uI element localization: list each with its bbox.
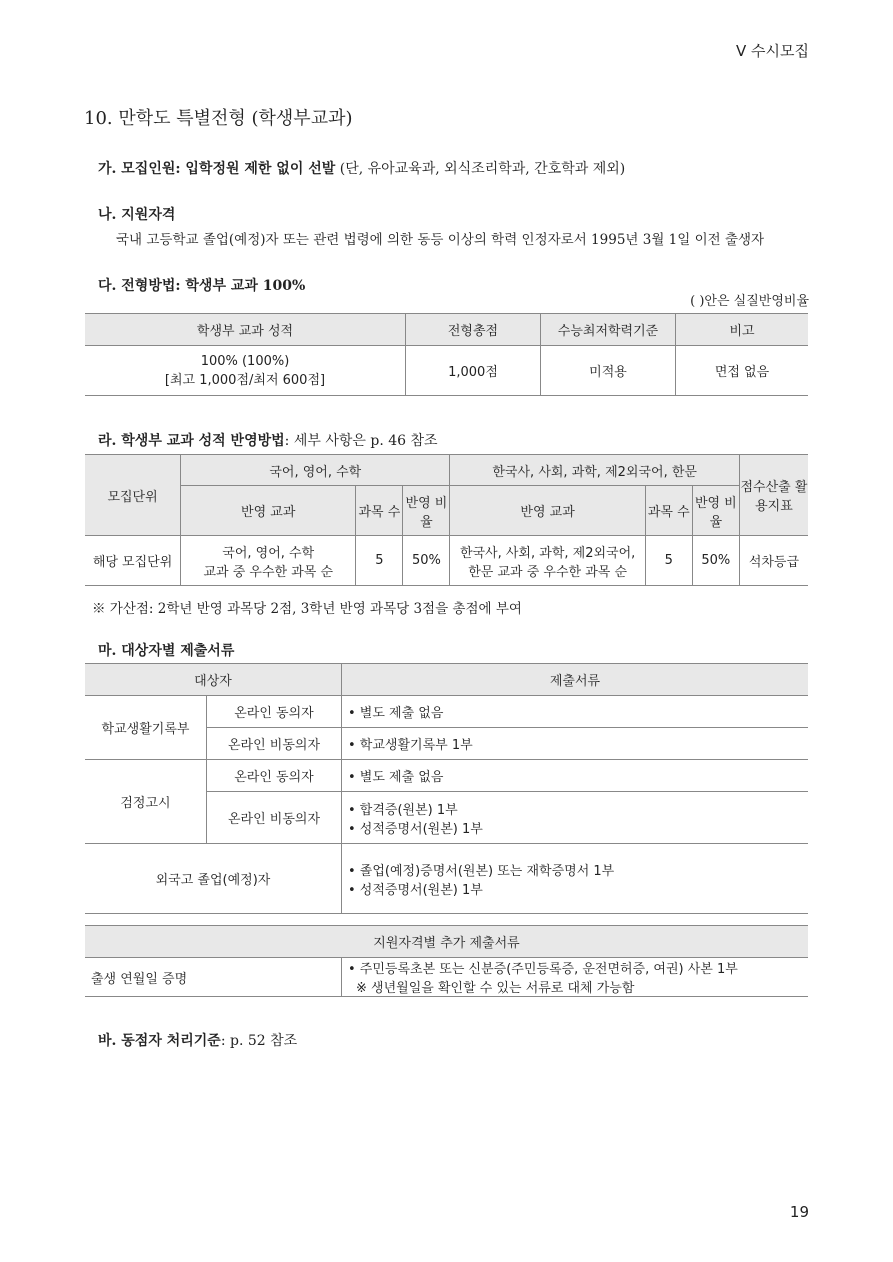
- ga-bold: 가. 모집인원: 입학정원 제한 없이 선발: [98, 161, 336, 177]
- ma-ged-agree: 온라인 동의자: [207, 760, 342, 792]
- ga-normal: (단, 유아교육과, 외식조리학과, 간호학과 제외): [335, 161, 626, 177]
- ma-header-target: 대상자: [85, 664, 342, 696]
- section-na-text: 국내 고등학교 졸업(예정)자 또는 관련 법령에 의한 동등 이상의 학력 인정자로서 1995년 3월 1일 이전 출생자: [116, 232, 765, 248]
- page-title: 10. 만학도 특별전형 (학생부교과): [84, 108, 353, 129]
- ra-row-subject-2: 한국사, 사회, 과학, 제2외국어, 한문 교과 중 우수한 과목 순: [450, 536, 645, 586]
- ra-table: [85, 454, 808, 586]
- ma-sr-agree: 온라인 동의자: [207, 696, 342, 728]
- ma-extra-table: [85, 925, 808, 997]
- ra-row-subject-1: 국어, 영어, 수학 교과 중 우수한 과목 순: [181, 536, 356, 586]
- page-header: Ⅴ 수시모집: [736, 42, 809, 60]
- ra-row-count-2: 5: [645, 536, 692, 586]
- page-number: 19: [789, 1203, 809, 1221]
- da-total-cell: 1,000점: [406, 346, 541, 396]
- ma-ged-disagree-docs: • 합격증(원본) 1부 • 성적증명서(원본) 1부: [342, 792, 809, 844]
- section-ba: 바. 동점자 처리기준: p. 52 참조: [98, 1033, 298, 1049]
- ra-group2-header: 한국사, 사회, 과학, 제2외국어, 한문: [450, 455, 739, 486]
- ra-footnote: ※ 가산점: 2학년 반영 과목당 2점, 3학년 반영 과목당 3점을 총점에 부여: [92, 601, 522, 617]
- da-header-total: 전형총점: [406, 314, 541, 346]
- ra-row-index: 석차등급: [739, 536, 808, 586]
- ma-birth: 출생 연월일 증명: [85, 958, 342, 997]
- section-ra-heading: 라. 학생부 교과 성적 반영방법: 세부 사항은 p. 46 참조: [98, 433, 438, 449]
- ra-sub-subject-1: 반영 교과: [181, 486, 356, 536]
- ra-unit-header: 모집단위: [85, 455, 181, 536]
- da-min-cell: 미적용: [541, 346, 676, 396]
- ra-group1-header: 국어, 영어, 수학: [181, 455, 450, 486]
- ma-school-record: 학교생활기록부: [85, 696, 207, 760]
- da-table: [85, 313, 808, 396]
- ma-table: [85, 663, 808, 914]
- da-header-remark: 비고: [676, 314, 809, 346]
- da-note: ( )안은 실질반영비율: [690, 294, 809, 309]
- ra-sub-count-2: 과목 수: [645, 486, 692, 536]
- ra-row-count-1: 5: [356, 536, 403, 586]
- ma-foreign: 외국고 졸업(예정)자: [85, 844, 342, 914]
- da-header-score: 학생부 교과 성적: [85, 314, 406, 346]
- ma-birth-docs: • 주민등록초본 또는 신분증(주민등록증, 운전면허증, 여권) 사본 1부 ※ 생년월일을 확인할 수 있는 서류로 대체 가능함: [342, 958, 809, 997]
- section-ga: [98, 158, 625, 178]
- ma-foreign-docs: • 졸업(예정)증명서(원본) 또는 재학증명서 1부 • 성적증명서(원본) 1부: [342, 844, 809, 914]
- ma-ged-disagree: 온라인 비동의자: [207, 792, 342, 844]
- ra-sub-subject-2: 반영 교과: [450, 486, 645, 536]
- ma-sr-agree-doc: • 별도 제출 없음: [342, 696, 809, 728]
- ma-extra-heading: 지원자격별 추가 제출서류: [85, 926, 808, 958]
- ra-row-ratio-2: 50%: [692, 536, 739, 586]
- ra-row-ratio-1: 50%: [403, 536, 450, 586]
- ma-header-docs: 제출서류: [342, 664, 809, 696]
- section-da-heading: 다. 전형방법: 학생부 교과 100%: [98, 278, 306, 294]
- ra-sub-ratio-1: 반영 비율: [403, 486, 450, 536]
- ra-index-header: 점수산출 활용지표: [739, 455, 808, 536]
- ma-ged: 검정고시: [85, 760, 207, 844]
- ma-sr-disagree-doc: • 학교생활기록부 1부: [342, 728, 809, 760]
- ma-ged-agree-doc: • 별도 제출 없음: [342, 760, 809, 792]
- section-na-heading: 나. 지원자격: [98, 207, 176, 223]
- da-score-cell: 100% (100%) [최고 1,000점/최저 600점]: [85, 346, 406, 396]
- da-header-min: 수능최저학력기준: [541, 314, 676, 346]
- ra-sub-ratio-2: 반영 비율: [692, 486, 739, 536]
- ra-sub-count-1: 과목 수: [356, 486, 403, 536]
- section-ma-heading: 마. 대상자별 제출서류: [98, 643, 235, 659]
- ra-row-unit: 해당 모집단위: [85, 536, 181, 586]
- ma-sr-disagree: 온라인 비동의자: [207, 728, 342, 760]
- da-remark-cell: 면접 없음: [676, 346, 809, 396]
